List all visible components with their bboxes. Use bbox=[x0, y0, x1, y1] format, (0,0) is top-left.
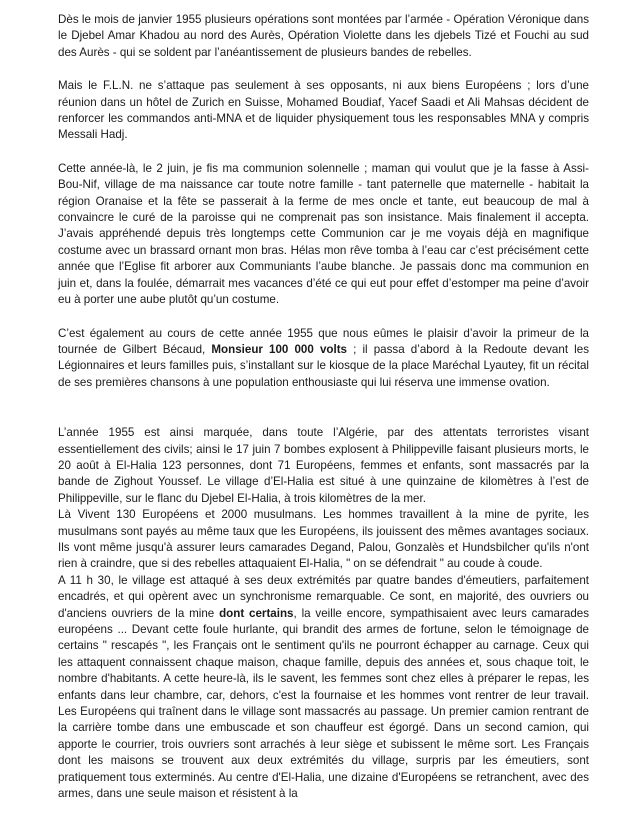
bold-text: Monsieur 100 000 volts bbox=[211, 342, 348, 356]
text-run: A 11 h 30, le village est attaqué à ses deux extrémités par quatre bandes d'émeutiers, parfaitement encadrés, et qui opèrent avec un synchronisme remarquable. Ce sont, en majorité, des ouvriers ou d'anciens ouvriers de la mine bbox=[58, 573, 589, 620]
paragraph-fln: Mais le F.L.N. ne s’attaque pas seulement à ses opposants, ni aux biens Européens ; lors d’une réunion dans un hôtel de Zurich en Suisse, Mohamed Boudiaf, Yacef Saadi et Ali Mahsas décident de renforcer les commandos anti-MNA et de liquider physiquement tous les responsables MNA y compris Messali Hadj. bbox=[58, 79, 589, 142]
paragraph-attentats: L’année 1955 est ainsi marquée, dans toute l’Algérie, par des attentats terroristes visant essentiellement des civils; ainsi le 17 juin 7 bombes explosent à Philippeville faisant plusieurs morts, le 20 août à El-Halia 123 personnes, dont 71 Européens, femmes et enfants, sont massacrés par la bande de Zighout Youssef. Le village d’El-Halia est situé à une quinzaine de kilomètres à l’est de Philippeville, sur le flanc du Djebel El-Halia, à trois kilomètres de la mer. bbox=[58, 426, 589, 505]
text-run: C’est également au cours de cette année 1955 que nous eûmes le plaisir d’avoir la primeur de la tournée de Gilbert Bécaud, bbox=[58, 326, 589, 356]
paragraph-attaque bbox=[58, 573, 589, 803]
paragraph-operations: Dès le mois de janvier 1955 plusieurs opérations sont montées par l’armée - Opération Véronique dans le Djebel Amar Khadou au nord des Aurès, Opération Violette dans les djebels Tizé et Fouchi au sud des Aurès - qui se soldent par l’anéantissement de plusieurs bandes de rebelles. bbox=[58, 13, 589, 59]
document-page bbox=[58, 12, 589, 802]
bold-text: dont certains bbox=[219, 606, 294, 620]
paragraph-becaud bbox=[58, 326, 589, 392]
paragraph-el-halia: Là Vivent 130 Européens et 2000 musulmans. Les hommes travaillent à la mine de pyrite, les musulmans sont payés au même taux que les Européens, ils jouissent des mêmes avantages sociaux. Ils vont même jusqu'à assurer leurs camarades Degand, Palou, Gonzalès et Hundsbilcher qu'ils n'ont rien à craindre, que si des rebelles attaquaient El-Halia, " on se défendrait " au coude à coude. bbox=[58, 508, 589, 571]
text-run: , la veille encore, sympathisaient avec leurs camarades européens ... Devant cette foule hurlante, qui brandit des armes de fortune, selon le témoignage de certains " rescapés ", les Français ont le sentiment qu'ils ne pourront échapper au carnage. Ceux qui les attaquent connaissent chaque maison, chaque famille, depuis des années et, sous chaque toit, le nombre d'habitants. A cette heure-là, ils le savent, les femmes sont chez elles à préparer le repas, les enfants dans leur chambre, car, dehors, c'est la fournaise et les hommes vont rentrer de leur travail. Les Européens qui traînent dans le village sont massacrés au passage. Un premier camion rentrant de la carrière tombe dans une embuscade et son chauffeur est égorgé. Dans un second camion, qui apporte le courrier, trois ouvriers sont arrachés à leur siège et subissent le même sort. Les Français dont les maisons se trouvent aux deux extrémités du village, surpris par les émeutiers, sont pratiquement tous exterminés. Au centre d'El-Halia, une dizaine d'Européens se retranchent, avec des armes, dans une seule maison et résistent à la bbox=[58, 606, 590, 801]
paragraph-communion: Cette année-là, le 2 juin, je fis ma communion solennelle ; maman qui voulut que je la fasse à Assi-Bou-Nif, village de ma naissance car toute notre famille - tant paternelle que maternelle - habitait la région Oranaise et la fête se passerait à la ferme de mes oncle et tante, eut beaucoup de mal à convaincre le curé de la paroisse qui ne comprenait pas son insistance. Mais finalement il accepta. J’avais appréhendé depuis très longtemps cette Communion car je me voyais déjà en magnifique costume avec un brassard ornant mon bras. Hélas mon rêve tomba à l’eau car c’est précisément cette année que l’Eglise fit arborer aux Communiants l’aube blanche. Je passais donc ma communion en juin et, dans la foulée, démarrait mes vacances d’été ce qui eut pour effet d’estomper ma peine d’avoir eu à porter une aube plutôt qu’un costume. bbox=[58, 161, 589, 307]
text-run: ; il passa d’abord à la Redoute devant les Légionnaires et leurs familles puis, s’installant sur le kiosque de la place Maréchal Lyautey, fit un récital de ses premières chansons à une population enthousiaste qui lui réserva une immense ovation. bbox=[58, 342, 589, 389]
